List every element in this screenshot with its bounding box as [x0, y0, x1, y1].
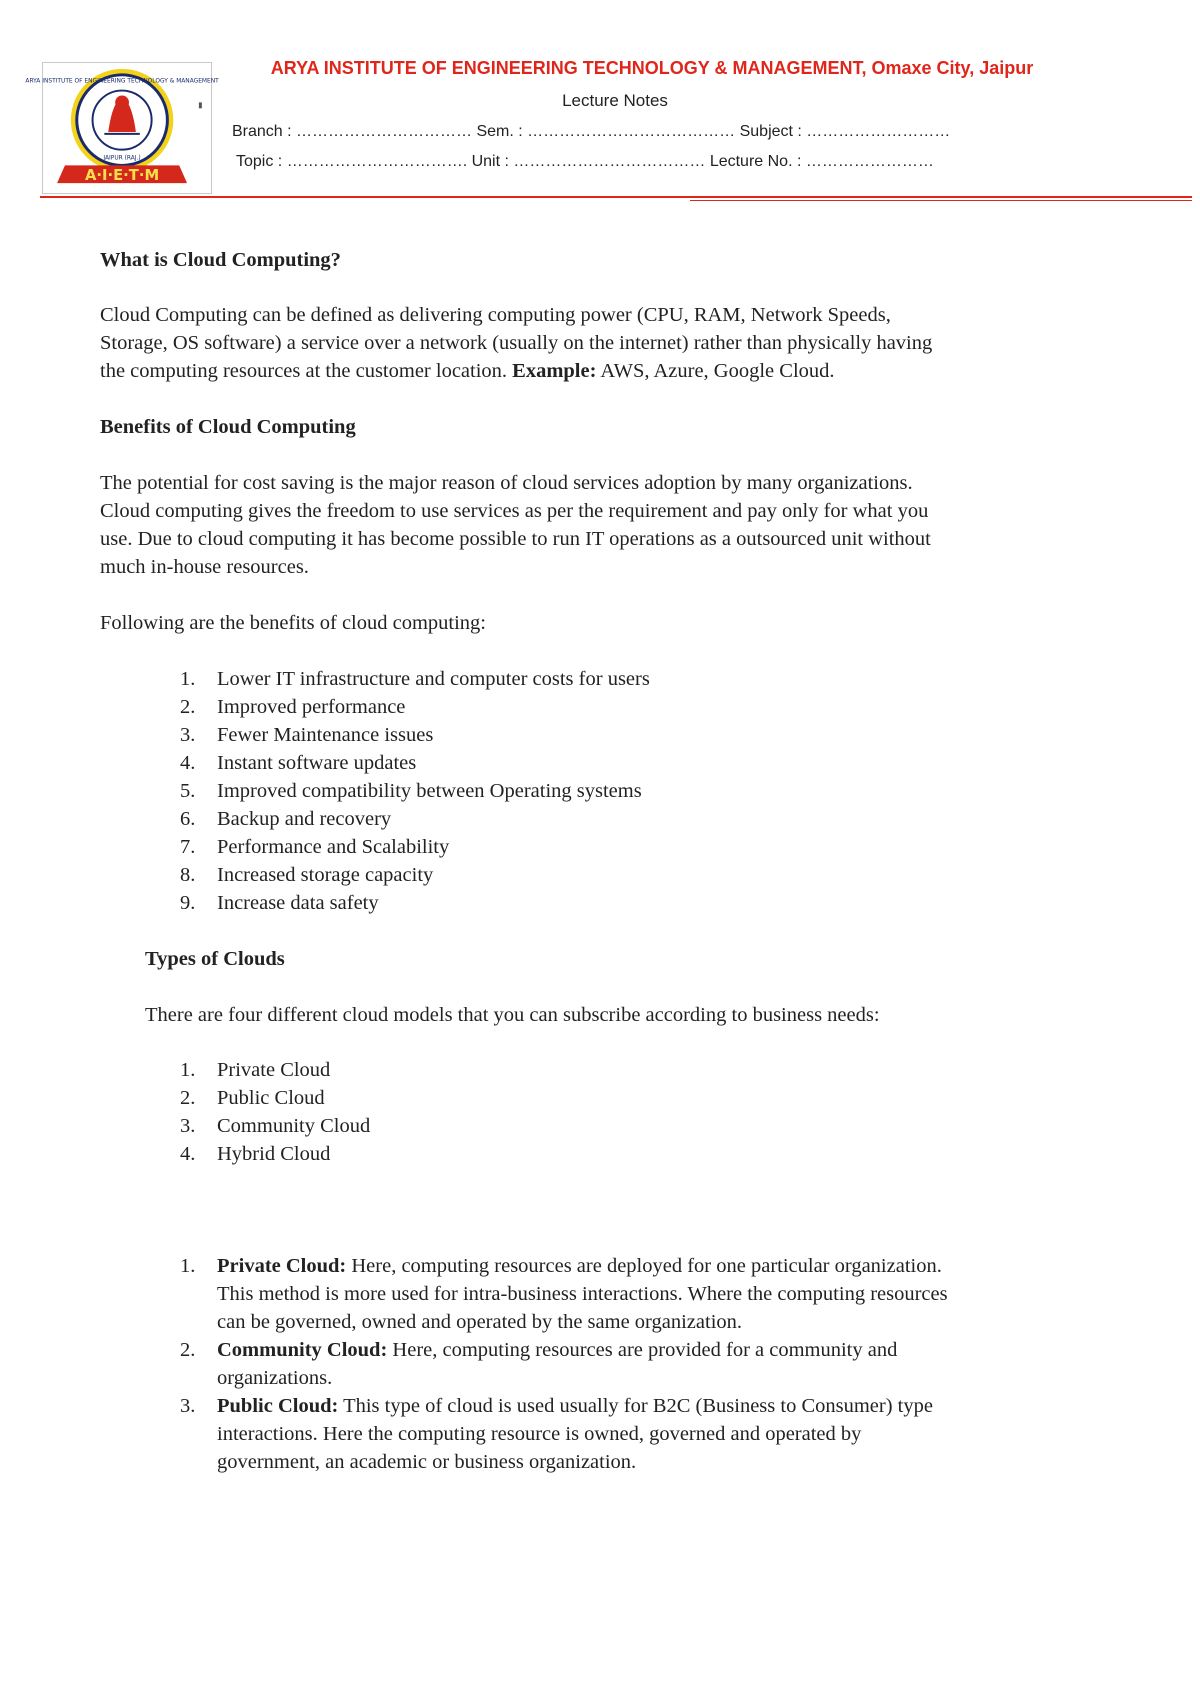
- lecture-notes-subtitle: Lecture Notes: [562, 91, 668, 110]
- list-item: 1. Private Cloud: [180, 1059, 331, 1081]
- what-paragraph-line-2: Storage, OS software) a service over a network (usually on the internet) rather than physically having: [100, 332, 933, 354]
- institute-name: ARYA INSTITUTE OF ENGINEERING TECHNOLOGY & MANAGEMENT, Omaxe City, Jaipur: [270, 58, 1034, 78]
- what-paragraph-line-1: Cloud Computing can be defined as delivering computing power (CPU, RAM, Network Speeds,: [100, 304, 891, 326]
- types-of-clouds-heading: Types of Clouds: [145, 948, 285, 970]
- list-item: 9. Increase data safety: [180, 892, 379, 914]
- list-item: 3. Fewer Maintenance issues: [180, 724, 434, 746]
- cloud-details-list: [180, 1252, 1117, 1476]
- benefits-heading: Benefits of Cloud Computing: [100, 416, 356, 438]
- list-item: 2. Public Cloud: [180, 1087, 325, 1109]
- list-item: 6. Backup and recovery: [180, 808, 392, 830]
- example-label: Example:: [512, 360, 597, 382]
- what-paragraph-line-3: [100, 357, 1110, 385]
- list-item: 3. Public Cloud: This type of cloud is used usually for B2C (Business to Consumer) type interactions. Here the computing resource is owned, governed and operated by government, an academic or business organization.: [180, 1395, 933, 1473]
- benefits-paragraph-line-3: use. Due to cloud computing it has become possible to run IT operations as a outsourced unit without: [100, 528, 931, 550]
- benefits-paragraph-line-1: The potential for cost saving is the major reason of cloud services adoption by many organizations.: [100, 472, 913, 494]
- benefits-paragraph-line-4: much in-house resources.: [100, 556, 309, 578]
- header-divider-secondary: [690, 200, 1192, 201]
- what-is-cloud-heading: What is Cloud Computing?: [100, 249, 341, 271]
- benefits-list: [180, 665, 1117, 917]
- header-divider: [40, 196, 1192, 198]
- cloud-types-list: [180, 1056, 1117, 1168]
- list-item: 1. Lower IT infrastructure and computer costs for users: [180, 668, 650, 690]
- logo-banner-text: A·I·E·T·M: [84, 167, 160, 185]
- list-item: 8. Increased storage capacity: [180, 864, 434, 886]
- logo-ring-text: ARYA INSTITUTE OF ENGINEERING TECHNOLOGY & MANAGEMENT: [25, 78, 219, 85]
- types-intro: There are four different cloud models that you can subscribe according to business needs:: [145, 1004, 880, 1026]
- list-item: 5. Improved compatibility between Operating systems: [180, 780, 642, 802]
- header-branch-line: Branch : …………………………… Sem. : ………………………………… Subject : ………………………: [232, 123, 951, 140]
- list-item: 4. Instant software updates: [180, 752, 417, 774]
- what-paragraph-text: the computing resources at the customer location.: [100, 360, 513, 382]
- logo-emblem-icon: [25, 63, 219, 193]
- benefits-intro: Following are the benefits of cloud computing:: [100, 612, 487, 634]
- list-item: 3. Community Cloud: [180, 1115, 371, 1137]
- list-item: 2. Improved performance: [180, 696, 406, 718]
- example-text: AWS, Azure, Google Cloud.: [596, 360, 835, 382]
- list-item: 1. Private Cloud: Here, computing resources are deployed for one particular organization. This method is more used for intra-business interactions. Where the computing resources can be governed, owned and operated by the same organization.: [180, 1255, 948, 1333]
- benefits-paragraph-line-2: Cloud computing gives the freedom to use services as per the requirement and pay only for what you: [100, 500, 929, 522]
- logo-city-text: JAIPUR (RAJ.): [103, 155, 141, 162]
- list-item: 2. Community Cloud: Here, computing resources are provided for a community and organizations.: [180, 1339, 898, 1389]
- header-topic-line: Topic : ……………………………. Unit : ……………………………… Lecture No. : ……………………: [236, 153, 934, 170]
- list-item: 4. Hybrid Cloud: [180, 1143, 331, 1165]
- list-item: 7. Performance and Scalability: [180, 836, 450, 858]
- institute-logo: [25, 62, 219, 194]
